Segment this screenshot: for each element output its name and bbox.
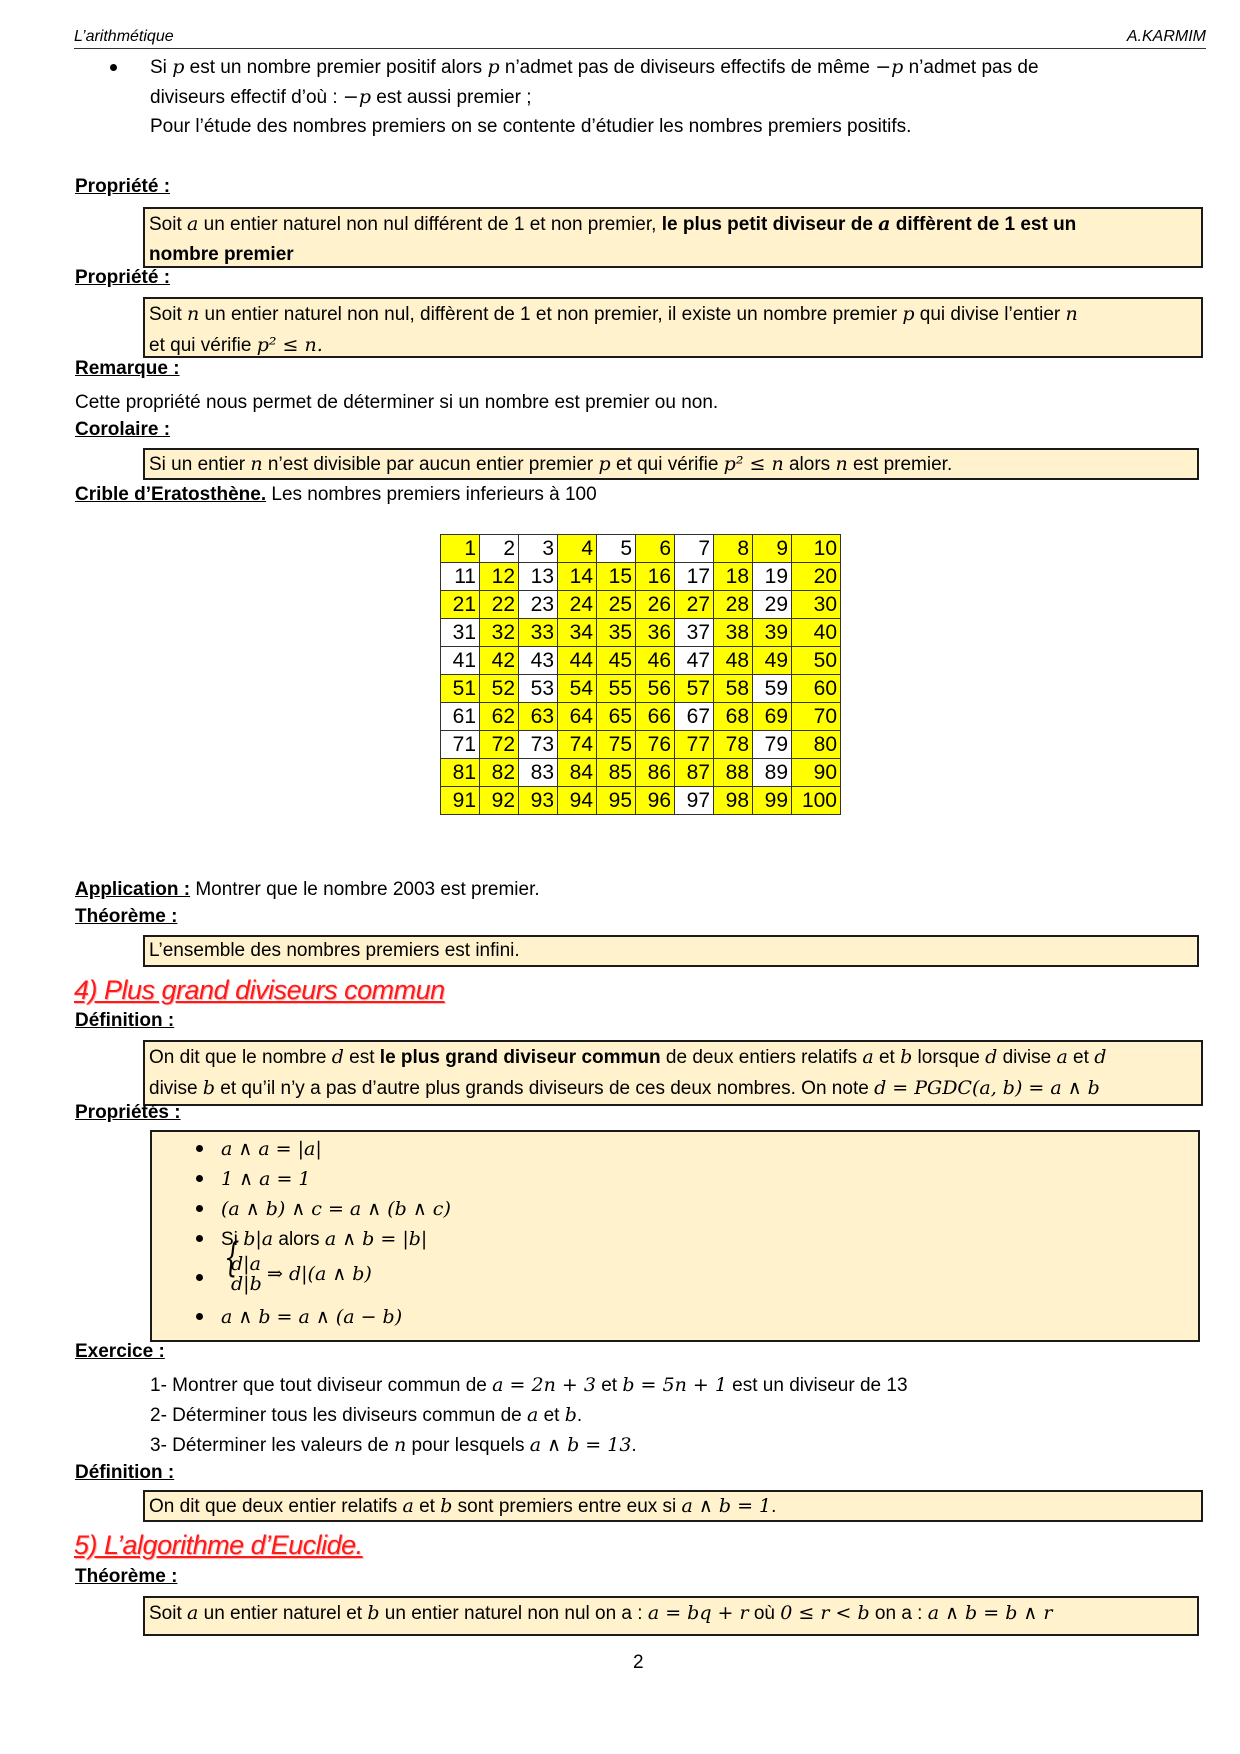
bullet-icon — [196, 1175, 203, 1182]
exercise-label: Exercice : — [75, 1341, 165, 1362]
bullet-icon — [196, 1313, 203, 1320]
sieve-label: Crible d’Eratosthène. — [75, 484, 267, 505]
prop1-line-2 — [149, 240, 1201, 270]
math-var: p — [902, 303, 915, 325]
sieve-cell-prime: 7 — [675, 535, 714, 563]
sieve-cell-composite: 32 — [480, 619, 519, 647]
text: Soit — [149, 1603, 188, 1624]
text: est — [343, 1047, 380, 1068]
math-expr: 1 ∧ a = 1 — [221, 1168, 311, 1190]
sieve-cell-composite: 85 — [597, 759, 636, 787]
theorem2-box — [143, 1596, 1199, 1636]
math-expr: b|a — [243, 1228, 274, 1250]
remark-text: Cette propriété nous permet de déterminer si un nombre est premier ou non. — [75, 392, 719, 413]
sieve-cell-prime: 61 — [441, 703, 480, 731]
sieve-cell-prime: 13 — [519, 563, 558, 591]
math-var: −p — [875, 56, 904, 78]
text: est aussi premier ; — [371, 87, 532, 108]
sieve-cell-composite: 90 — [792, 759, 841, 787]
sieve-row — [441, 563, 841, 591]
sieve-cell-composite: 96 — [636, 787, 675, 815]
sieve-cell-composite: 76 — [636, 731, 675, 759]
text: On dit que le nombre — [149, 1047, 332, 1068]
sieve-cell-composite: 27 — [675, 591, 714, 619]
text: qui divise l’entier — [914, 304, 1066, 325]
sieve-cell-composite: 92 — [480, 787, 519, 815]
sieve-cell-composite: 44 — [558, 647, 597, 675]
sieve-row — [441, 535, 841, 563]
sieve-cell-prime: 83 — [519, 759, 558, 787]
prop1-line-1 — [149, 209, 1201, 240]
sieve-cell-composite: 88 — [714, 759, 753, 787]
property-item — [156, 1134, 1198, 1164]
sieve-row — [441, 619, 841, 647]
sieve-cell-composite: 70 — [792, 703, 841, 731]
prop2-box — [143, 297, 1203, 358]
math-expr: p² ≤ n — [723, 453, 784, 475]
sieve-cell-composite: 56 — [636, 675, 675, 703]
sieve-cell-composite: 64 — [558, 703, 597, 731]
text: divise — [149, 1078, 203, 1099]
intro-bullet-icon — [110, 53, 117, 83]
math-var: d — [331, 1046, 344, 1068]
sieve-cell-composite: 34 — [558, 619, 597, 647]
math-var: p — [598, 453, 611, 475]
math-expr: b — [564, 1404, 577, 1426]
property-item — [156, 1164, 1198, 1194]
text: et — [595, 1375, 623, 1396]
math-expr: b = 5n + 1 — [622, 1374, 727, 1396]
sieve-cell-composite: 78 — [714, 731, 753, 759]
sieve-cell-composite: 99 — [753, 787, 792, 815]
sieve-cell-composite: 8 — [714, 535, 753, 563]
text: n’admet pas de — [903, 57, 1039, 78]
sieve-cell-prime: 29 — [753, 591, 792, 619]
sieve-cell-prime: 71 — [441, 731, 480, 759]
math-var: b — [440, 1495, 453, 1517]
text: un entier naturel non nul on a : — [379, 1603, 648, 1624]
properties-list — [156, 1134, 1198, 1332]
text: n’admet pas de diviseurs effectifs de même — [499, 57, 876, 78]
sieve-cell-composite: 46 — [636, 647, 675, 675]
text: Si — [150, 57, 173, 78]
sieve-cell-composite: 100 — [792, 787, 841, 815]
theorem1-label: Théorème : — [75, 906, 178, 927]
theorem1-box — [143, 935, 1199, 967]
sieve-cell-composite: 33 — [519, 619, 558, 647]
sieve-cell-composite: 21 — [441, 591, 480, 619]
page-number: 2 — [633, 1652, 644, 1673]
math-expr: a ∧ b = b ∧ r — [927, 1602, 1053, 1624]
sieve-cell-composite: 28 — [714, 591, 753, 619]
sieve-cell-prime: 5 — [597, 535, 636, 563]
text: Si un entier — [149, 454, 251, 475]
math-var: b — [202, 1077, 216, 1099]
sieve-row — [441, 647, 841, 675]
text: un entier naturel et — [198, 1603, 368, 1624]
math-expr: (a ∧ b) ∧ c = a ∧ (b ∧ c) — [221, 1198, 451, 1220]
text: et — [413, 1496, 441, 1517]
properties-label: Propriétés : — [75, 1102, 181, 1123]
sieve-cell-composite: 1 — [441, 535, 480, 563]
text: diffèrent de 1 est un — [890, 214, 1077, 235]
math-var: n — [1065, 303, 1078, 325]
prop2-label: Propriété : — [75, 267, 171, 288]
text: est premier. — [847, 454, 953, 475]
properties-box — [150, 1130, 1200, 1342]
sieve-cell-prime: 47 — [675, 647, 714, 675]
math-var: a — [187, 213, 199, 235]
sieve-cell-prime: 37 — [675, 619, 714, 647]
sieve-cell-composite: 94 — [558, 787, 597, 815]
text: et qui vérifie — [610, 454, 724, 475]
text: 3- Déterminer les valeurs de — [150, 1435, 394, 1456]
sieve-cell-prime: 67 — [675, 703, 714, 731]
text: diviseurs effectif d’où : — [150, 87, 343, 108]
sieve-cell-prime: 31 — [441, 619, 480, 647]
text: n’est divisible par aucun entier premier — [262, 454, 599, 475]
text: . — [631, 1435, 637, 1456]
sieve-cell-composite: 4 — [558, 535, 597, 563]
sieve-cell-composite: 50 — [792, 647, 841, 675]
math-var: n — [835, 453, 848, 475]
math-var: a — [1056, 1046, 1068, 1068]
sieve-cell-composite: 24 — [558, 591, 597, 619]
sieve-cell-composite: 84 — [558, 759, 597, 787]
text: lorsque — [912, 1047, 986, 1068]
sieve-table — [440, 534, 841, 815]
text: On dit que deux entier relatifs — [149, 1496, 403, 1517]
text: et — [538, 1405, 565, 1426]
prop2-line-1 — [149, 299, 1201, 330]
math-var: n — [250, 453, 263, 475]
sieve-cell-composite: 48 — [714, 647, 753, 675]
sieve-row — [441, 591, 841, 619]
math-var: n — [187, 303, 200, 325]
math-var: a — [878, 213, 891, 235]
math-var: b — [900, 1046, 913, 1068]
intro-line-2 — [150, 82, 532, 113]
remark-label: Remarque : — [75, 358, 180, 379]
text: alors — [783, 454, 836, 475]
text: Si — [221, 1229, 244, 1250]
sieve-row — [441, 759, 841, 787]
math-expr: n — [393, 1434, 407, 1456]
math-expr: a = bq + r — [647, 1602, 749, 1624]
sieve-cell-composite: 15 — [597, 563, 636, 591]
math-var: a — [862, 1046, 874, 1068]
sieve-cell-composite: 63 — [519, 703, 558, 731]
sieve-row — [441, 787, 841, 815]
math-var: d — [985, 1046, 998, 1068]
section-5-title: 5) L’algorithme d’Euclide. — [74, 1530, 363, 1560]
text: le plus grand diviseur commun — [379, 1047, 661, 1068]
sieve-cell-composite: 91 — [441, 787, 480, 815]
text: . — [771, 1496, 777, 1517]
sieve-cell-composite: 55 — [597, 675, 636, 703]
sieve-row — [441, 703, 841, 731]
sieve-cell-composite: 42 — [480, 647, 519, 675]
math-expr: a = 2n + 3 — [492, 1374, 596, 1396]
corollary-box — [143, 448, 1199, 480]
sieve-cell-composite: 22 — [480, 591, 519, 619]
definition2-box — [143, 1490, 1203, 1522]
math-var: −p — [342, 86, 372, 108]
sieve-heading — [75, 480, 597, 510]
sieve-cell-composite: 10 — [792, 535, 841, 563]
sieve-cell-composite: 66 — [636, 703, 675, 731]
sieve-row — [441, 731, 841, 759]
sieve-cell-composite: 68 — [714, 703, 753, 731]
sieve-cell-prime: 73 — [519, 731, 558, 759]
theorem2-label: Théorème : — [75, 1566, 178, 1587]
header-title: L’arithmétique — [74, 28, 174, 45]
prop1-box — [143, 207, 1203, 268]
system-brace — [221, 1254, 262, 1294]
definition1-line-2 — [149, 1073, 1201, 1104]
bullet-icon — [196, 1205, 203, 1212]
header-rule — [74, 48, 1206, 49]
header-author: A.KARMIM — [1126, 28, 1206, 45]
bullet-icon — [196, 1235, 203, 1242]
sieve-cell-composite: 65 — [597, 703, 636, 731]
corollary-label: Corolaire : — [75, 419, 171, 440]
math-expr: a ∧ a = |a| — [221, 1138, 322, 1160]
definition2-label: Définition : — [75, 1462, 175, 1483]
math-expr: ⇒ d|(a ∧ b) — [267, 1263, 372, 1285]
math-var: p — [172, 56, 185, 78]
text: 2- Déterminer tous les diviseurs commun de — [150, 1405, 527, 1426]
sieve-cell-prime: 53 — [519, 675, 558, 703]
sieve-cell-composite: 86 — [636, 759, 675, 787]
math-var: d — [1094, 1046, 1107, 1068]
sieve-cell-composite: 49 — [753, 647, 792, 675]
prop2-line-2 — [149, 330, 1201, 361]
text: le plus petit diviseur de — [661, 214, 879, 235]
sieve-cell-composite: 77 — [675, 731, 714, 759]
sieve-cell-prime: 79 — [753, 731, 792, 759]
text: et — [1067, 1047, 1095, 1068]
text: Soit — [149, 214, 188, 235]
sieve-cell-composite: 39 — [753, 619, 792, 647]
sieve-cell-composite: 45 — [597, 647, 636, 675]
bullet-icon — [196, 1145, 203, 1152]
sieve-row — [441, 675, 841, 703]
text: L’ensemble des nombres premiers est infini. — [149, 940, 520, 961]
sieve-cell-composite: 87 — [675, 759, 714, 787]
text: un entier naturel non nul différent de 1 et non premier, — [198, 214, 662, 235]
property-item — [156, 1254, 1198, 1302]
math-var: a — [187, 1602, 199, 1624]
sieve-cell-prime: 3 — [519, 535, 558, 563]
text: est un nombre premier positif alors — [184, 57, 488, 78]
math-expr: d|b — [231, 1273, 262, 1295]
sieve-cell-composite: 6 — [636, 535, 675, 563]
sieve-cell-composite: 80 — [792, 731, 841, 759]
text: de deux entiers relatifs — [660, 1047, 863, 1068]
text: et qui vérifie — [149, 335, 257, 356]
text: nombre premier — [149, 244, 294, 265]
exercise-item-2 — [150, 1400, 582, 1431]
sieve-cell-composite: 58 — [714, 675, 753, 703]
sieve-cell-composite: 57 — [675, 675, 714, 703]
math-expr: a ∧ b = 13 — [529, 1434, 632, 1456]
sieve-cell-prime: 43 — [519, 647, 558, 675]
sieve-cell-prime: 97 — [675, 787, 714, 815]
text: . — [576, 1405, 583, 1426]
sieve-cell-prime: 11 — [441, 563, 480, 591]
math-expr: p² ≤ n. — [256, 334, 323, 356]
math-var: a — [402, 1495, 414, 1517]
sieve-cell-composite: 75 — [597, 731, 636, 759]
text: Soit — [149, 304, 188, 325]
section-4-title: 4) Plus grand diviseurs commun — [74, 975, 445, 1005]
math-expr: a ∧ b = |b| — [324, 1228, 428, 1250]
sieve-cell-composite: 98 — [714, 787, 753, 815]
sieve-cell-composite: 12 — [480, 563, 519, 591]
sieve-cell-composite: 72 — [480, 731, 519, 759]
definition1-box — [143, 1040, 1203, 1106]
intro-line-1 — [150, 52, 1039, 83]
sieve-cell-composite: 81 — [441, 759, 480, 787]
text: divise — [997, 1047, 1057, 1068]
intro-line-3: Pour l’étude des nombres premiers on se contente d’étudier les nombres premiers positifs. — [150, 116, 912, 137]
property-item — [156, 1224, 1198, 1254]
math-expr: d = PGDC(a, b) = a ∧ b — [874, 1077, 1100, 1099]
text: alors — [273, 1229, 325, 1250]
sieve-cell-composite: 60 — [792, 675, 841, 703]
sieve-cell-composite: 14 — [558, 563, 597, 591]
math-expr: a ∧ b = 1 — [681, 1495, 772, 1517]
sieve-cell-composite: 54 — [558, 675, 597, 703]
text: et qu’il n’y a pas d’autre plus grands diviseurs de ces deux nombres. On note — [215, 1078, 875, 1099]
sieve-cell-composite: 35 — [597, 619, 636, 647]
text: sont premiers entre eux si — [452, 1496, 682, 1517]
math-expr: { d|a — [231, 1253, 261, 1275]
exercise-item-3 — [150, 1430, 637, 1461]
application-label: Application : — [75, 879, 191, 900]
sieve-cell-composite: 36 — [636, 619, 675, 647]
property-item — [156, 1194, 1198, 1224]
text: et — [873, 1047, 901, 1068]
text: on a : — [869, 1603, 928, 1624]
sieve-cell-prime: 89 — [753, 759, 792, 787]
prop1-label: Propriété : — [75, 176, 171, 197]
sieve-cell-composite: 51 — [441, 675, 480, 703]
text: un entier naturel non nul, diffèrent de 1 et non premier, il existe un nombre premier — [199, 304, 903, 325]
sieve-cell-composite: 26 — [636, 591, 675, 619]
text: est un diviseur de 13 — [726, 1375, 908, 1396]
sieve-caption: Les nombres premiers inferieurs à 100 — [266, 484, 597, 505]
sieve-cell-prime: 23 — [519, 591, 558, 619]
sieve-cell-prime: 41 — [441, 647, 480, 675]
math-var: b — [367, 1602, 380, 1624]
sieve-cell-composite: 25 — [597, 591, 636, 619]
application — [75, 875, 540, 905]
sieve-cell-composite: 38 — [714, 619, 753, 647]
sieve-cell-composite: 30 — [792, 591, 841, 619]
property-item — [156, 1302, 1198, 1332]
sieve-cell-prime: 59 — [753, 675, 792, 703]
sieve-cell-composite: 18 — [714, 563, 753, 591]
sieve-cell-composite: 74 — [558, 731, 597, 759]
sieve-cell-composite: 95 — [597, 787, 636, 815]
sieve-cell-composite: 52 — [480, 675, 519, 703]
math-expr: a — [526, 1404, 539, 1426]
sieve-cell-composite: 16 — [636, 563, 675, 591]
sieve-cell-composite: 20 — [792, 563, 841, 591]
text: où — [748, 1603, 781, 1624]
sieve-cell-composite: 93 — [519, 787, 558, 815]
exercise-item-1 — [150, 1370, 908, 1401]
text: 1- Montrer que tout diviseur commun de — [150, 1375, 493, 1396]
math-expr: 0 ≤ r < b — [780, 1602, 870, 1624]
sieve-cell-composite: 69 — [753, 703, 792, 731]
sieve-cell-composite: 9 — [753, 535, 792, 563]
bullet-icon — [196, 1274, 203, 1281]
sieve-cell-prime: 2 — [480, 535, 519, 563]
sieve-cell-composite: 82 — [480, 759, 519, 787]
sieve-cell-composite: 62 — [480, 703, 519, 731]
math-var: p — [487, 56, 500, 78]
application-text: Montrer que le nombre 2003 est premier. — [195, 879, 540, 900]
text: pour lesquels — [406, 1435, 530, 1456]
math-expr: a ∧ b = a ∧ (a − b) — [221, 1306, 403, 1328]
sieve-cell-composite: 40 — [792, 619, 841, 647]
sieve-cell-prime: 19 — [753, 563, 792, 591]
definition1-line-1 — [149, 1042, 1201, 1073]
sieve-cell-prime: 17 — [675, 563, 714, 591]
definition1-label: Définition : — [75, 1010, 175, 1031]
